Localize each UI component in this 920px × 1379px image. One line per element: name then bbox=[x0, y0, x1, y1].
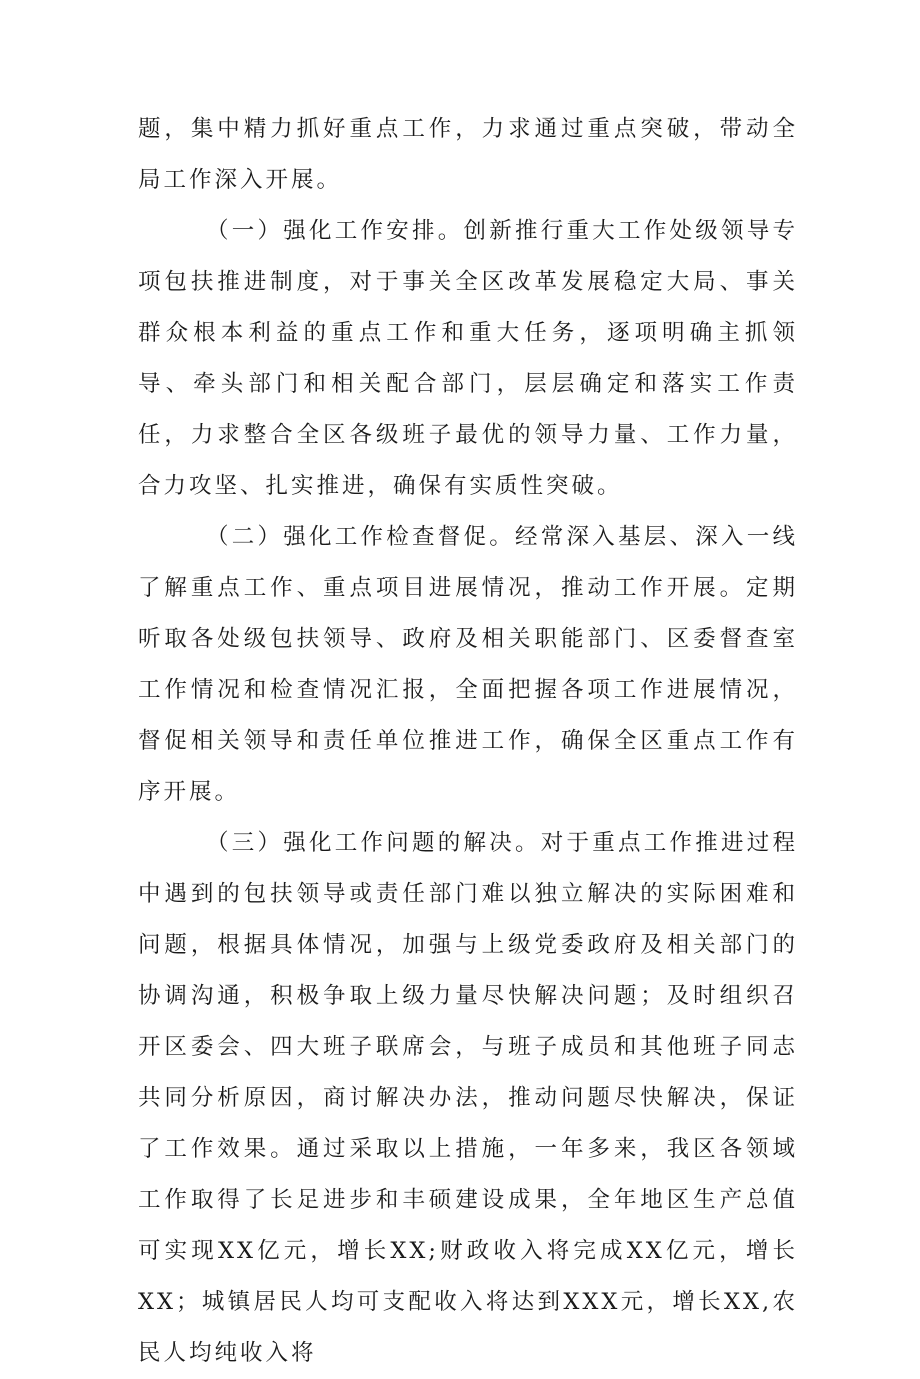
paragraph-section-3: （三）强化工作问题的解决。对于重点工作推进过程中遇到的包扶领导或责任部门难以独立解决的实际困难和问题，根据具体情况，加强与上级党委政府及相关部门的协调沟通，积极争取上级力量尽快解决问题；及时组织召开区委会、四大班子联席会，与班子成员和其他班子同志共同分析原因，商讨解决办法，推动问题尽快解决，保证了工作效果。通过采取以上措施，一年多来，我区各领域工作取得了长足进步和丰硕建设成果，全年地区生产总值可实现XX亿元，增长XX;财政收入将完成XX亿元，增长XX；城镇居民人均可支配收入将达到XXX元，增长XX,农民人均纯收入将 bbox=[138, 830, 798, 1366]
document-body bbox=[138, 104, 798, 1379]
paragraph-section-1: （一）强化工作安排。创新推行重大工作处级领导专项包扶推进制度，对于事关全区改革发展稳定大局、事关群众根本利益的重点工作和重大任务，逐项明确主抓领导、牵头部门和相关配合部门，层层确定和落实工作责任，力求整合全区各级班子最优的领导力量、工作力量，合力攻坚、扎实推进，确保有实质性突破。 bbox=[138, 218, 798, 499]
paragraph-section-2: （二）强化工作检查督促。经常深入基层、深入一线了解重点工作、重点项目进展情况，推动工作开展。定期听取各处级包扶领导、政府及相关职能部门、区委督查室工作情况和检查情况汇报，全面把握各项工作进展情况，督促相关领导和责任单位推进工作，确保全区重点工作有序开展。 bbox=[138, 524, 798, 805]
paragraph-continuation: 题，集中精力抓好重点工作，力求通过重点突破，带动全局工作深入开展。 bbox=[138, 116, 798, 193]
